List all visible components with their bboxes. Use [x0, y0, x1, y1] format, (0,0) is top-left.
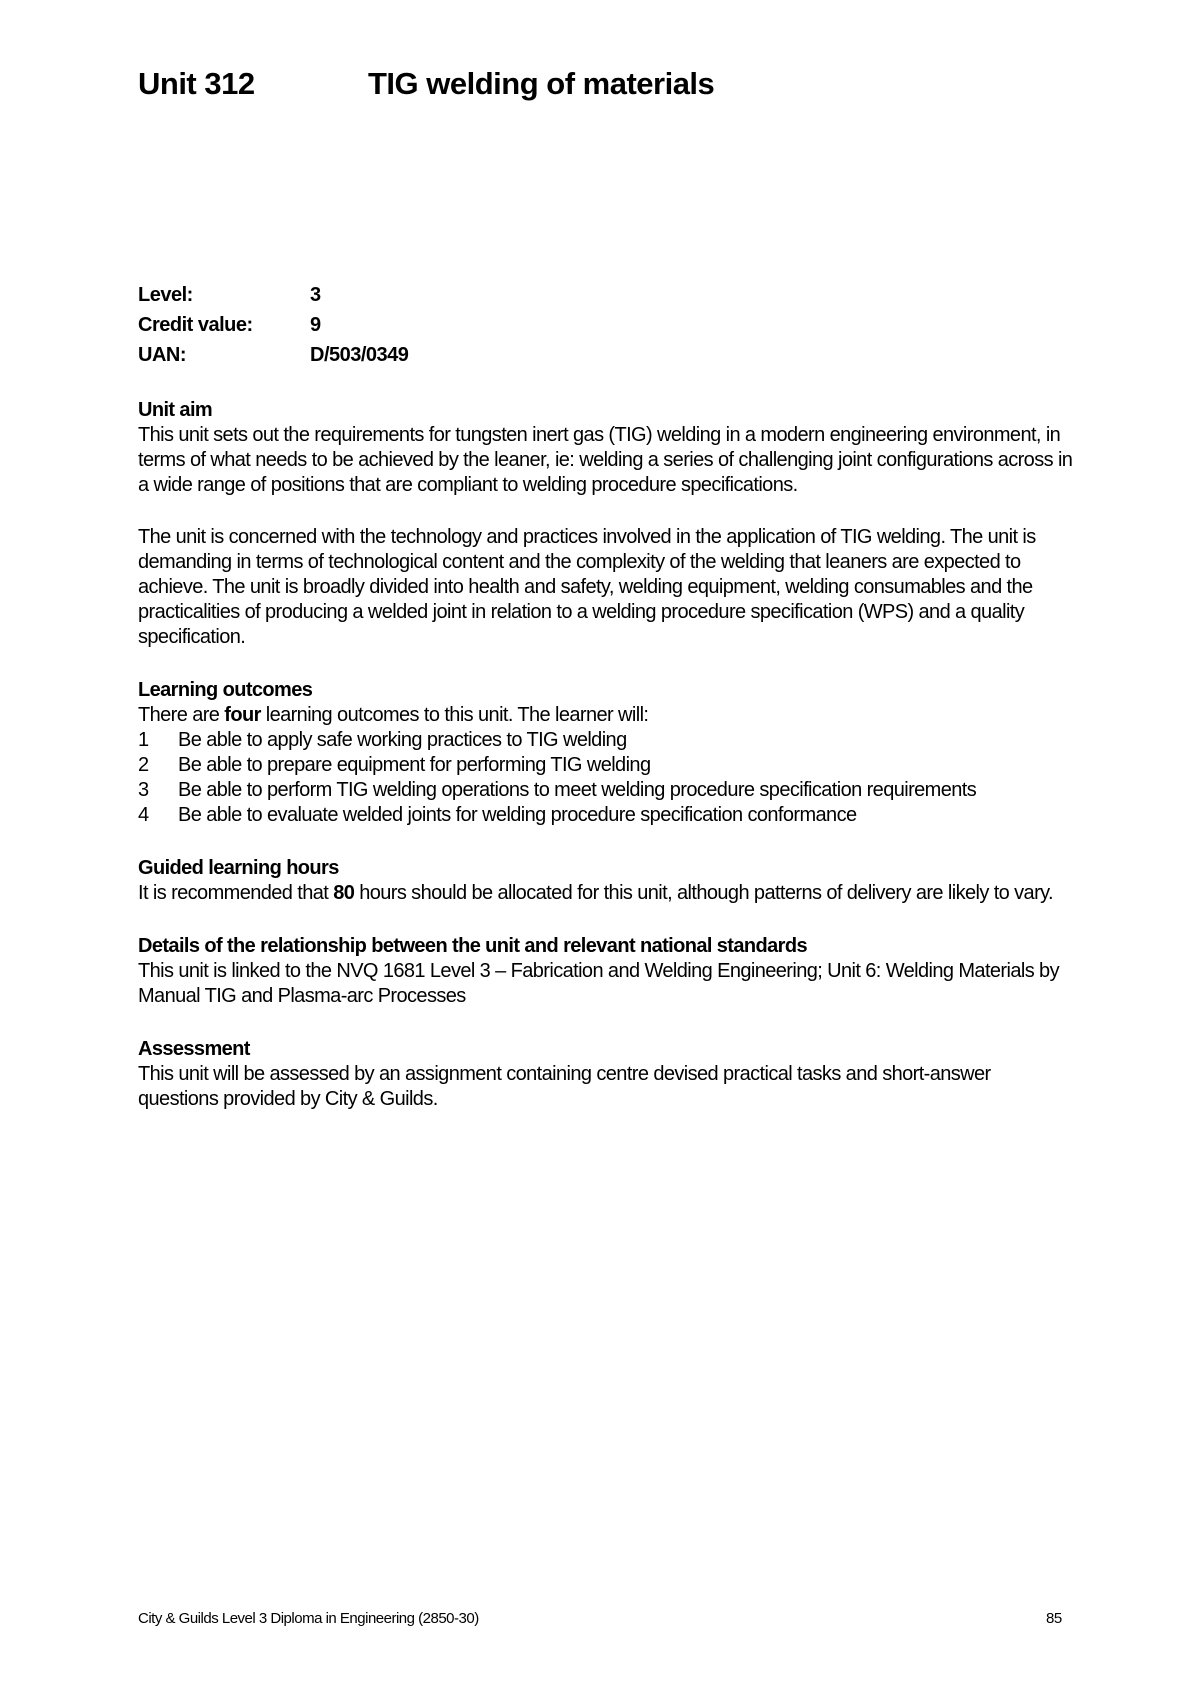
unit-aim-paragraph-1: This unit sets out the requirements for tungsten inert gas (TIG) welding in a modern engineering environment, in terms of what needs to be achieved by the leaner, ie: welding a series of challenging joint configurations across in a wide range of positions that are compliant to welding procedure specifications. — [138, 424, 1073, 496]
credit-label: Credit value: — [138, 314, 253, 336]
guided-hours-prefix: It is recommended that — [138, 882, 334, 904]
list-item — [138, 728, 1073, 753]
uan-label: UAN: — [138, 344, 186, 366]
page-number: 85 — [1046, 1610, 1062, 1627]
standards-section — [138, 934, 1073, 1009]
outcome-text: Be able to prepare equipment for performing TIG welding — [178, 754, 651, 776]
level-row — [138, 280, 408, 310]
outcome-text: Be able to perform TIG welding operations to meet welding procedure specification requirements — [178, 779, 977, 801]
unit-aim-heading: Unit aim — [138, 399, 213, 421]
learning-outcomes-list — [138, 728, 1073, 828]
learning-outcomes-intro — [138, 703, 1073, 728]
outcome-number: 1 — [138, 729, 149, 751]
level-value: 3 — [310, 284, 321, 306]
outcome-number: 3 — [138, 779, 149, 801]
outcome-text: Be able to evaluate welded joints for welding procedure specification conformance — [178, 804, 857, 826]
guided-hours-suffix: hours should be allocated for this unit, although patterns of delivery are likely to vary. — [354, 882, 1054, 904]
unit-aim-section — [138, 398, 1073, 650]
learning-outcomes-section — [138, 678, 1073, 828]
guided-hours-value: 80 — [333, 882, 355, 904]
list-item — [138, 803, 1073, 828]
unit-aim-paragraph-2: The unit is concerned with the technology and practices involved in the application of TIG welding. The unit is demanding in terms of technological content and the complexity of the welding that leaners are expected to achieve. The unit is broadly divided into health and safety, welding equipment, welding consumables and the practicalities of producing a welded joint in relation to a welding procedure specification (WPS) and a quality specification. — [138, 526, 1036, 648]
assessment-section — [138, 1037, 1073, 1112]
unit-number: Unit 312 — [138, 66, 255, 101]
unit-meta — [138, 280, 408, 370]
uan-value: D/503/0349 — [310, 344, 409, 366]
main-content — [138, 398, 1073, 1140]
unit-title: TIG welding of materials — [368, 66, 715, 101]
list-item — [138, 753, 1073, 778]
outcome-number: 4 — [138, 804, 149, 826]
intro-prefix: There are — [138, 704, 225, 726]
intro-suffix: learning outcomes to this unit. The learner will: — [260, 704, 649, 726]
assessment-heading: Assessment — [138, 1038, 250, 1060]
outcome-number: 2 — [138, 754, 149, 776]
assessment-text: This unit will be assessed by an assignment containing centre devised practical tasks and short-answer questions provided by City & Guilds. — [138, 1063, 991, 1110]
intro-count: four — [224, 704, 261, 726]
list-item — [138, 778, 1073, 803]
guided-hours-heading: Guided learning hours — [138, 857, 339, 879]
guided-hours-text — [138, 881, 1073, 906]
footer-title: City & Guilds Level 3 Diploma in Engineering (2850-30) — [138, 1610, 479, 1627]
standards-heading: Details of the relationship between the unit and relevant national standards — [138, 935, 807, 957]
learning-outcomes-heading: Learning outcomes — [138, 679, 313, 701]
credit-row — [138, 310, 408, 340]
level-label: Level: — [138, 284, 193, 306]
guided-hours-section — [138, 856, 1073, 906]
outcome-text: Be able to apply safe working practices to TIG welding — [178, 729, 627, 751]
uan-row — [138, 340, 408, 370]
credit-value: 9 — [310, 314, 321, 336]
standards-text: This unit is linked to the NVQ 1681 Level 3 – Fabrication and Welding Engineering; Unit 6: Welding Materials by Manual TIG and Plasma-arc Processes — [138, 960, 1059, 1007]
